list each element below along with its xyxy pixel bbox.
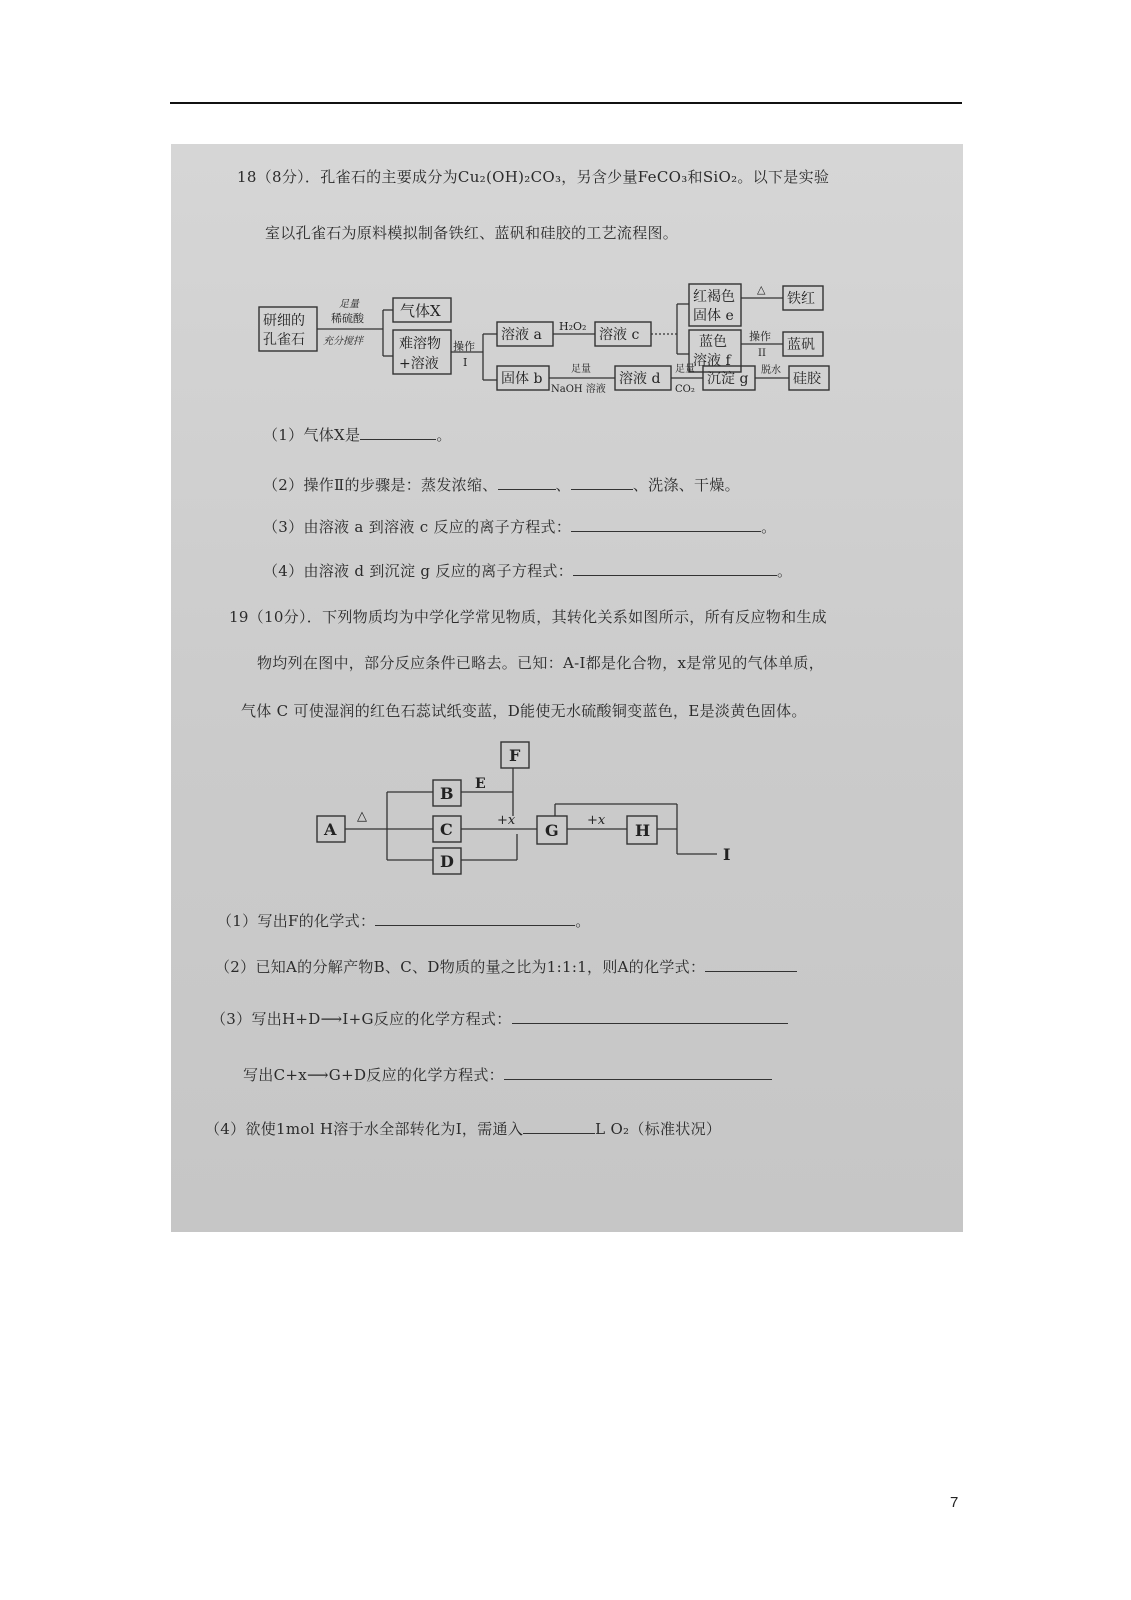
red-solid-2: 固体 e <box>693 308 734 324</box>
q19-sub4-end: L O₂（标准状况） <box>595 1120 722 1138</box>
header-rule <box>170 102 962 104</box>
node-i: I <box>723 845 731 864</box>
answer-blank <box>504 1065 772 1080</box>
q19-stem-line2: 物均列在图中，部分反应条件已略去。已知：A-I都是化合物，x是常见的气体单质， <box>257 654 824 672</box>
answer-blank <box>523 1119 595 1134</box>
q19-sub1 <box>217 910 591 931</box>
insoluble-1: 难溶物 <box>399 336 441 352</box>
naoh-2: NaOH 溶液 <box>551 384 606 395</box>
label-e: E <box>475 776 486 792</box>
q19-sub1-end: 。 <box>575 912 591 930</box>
q18-sub3-text: （3）由溶液 a 到溶液 c 反应的离子方程式： <box>263 518 572 536</box>
node-c: C <box>440 820 453 839</box>
node-d: D <box>440 852 454 871</box>
answer-blank <box>360 425 436 440</box>
q19-sub3b <box>243 1064 772 1085</box>
q19-stem-line1: 19（10分）．下列物质均为中学化学常见物质，其转化关系如图所示，所有反应物和生成 <box>229 608 827 626</box>
solution-c-label: 溶液 c <box>599 327 640 343</box>
q18-stem-line1: 18（8分）．孔雀石的主要成分为Cu₂(OH)₂CO₃，另含少量FeCO₃和SiO₂。以下是实验 <box>237 168 830 186</box>
co2-1: 足量 <box>675 364 695 375</box>
heat-symbol: △ <box>357 809 367 824</box>
answer-blank <box>375 911 575 926</box>
answer-blank <box>512 1009 788 1024</box>
precipitate-g-label: 沉淀 g <box>707 371 749 387</box>
co2-2: CO₂ <box>675 384 695 395</box>
q19-sub3b-text: 写出C+x⟶G+D反应的化学方程式： <box>243 1066 504 1084</box>
iron-red-label: 铁红 <box>787 291 815 307</box>
q18-flowchart <box>171 144 963 404</box>
answer-blank <box>573 561 777 576</box>
q19-sub2-text: （2）已知A的分解产物B、C、D物质的量之比为1:1:1，则A的化学式： <box>215 958 706 976</box>
q18-sub4-end: 。 <box>777 562 793 580</box>
dehydrate-label: 脱水 <box>761 365 781 376</box>
op1-1: 操作 <box>453 340 475 353</box>
naoh-1: 足量 <box>571 364 591 375</box>
q19-sub3 <box>211 1008 788 1029</box>
gas-x-label: 气体X <box>400 302 441 320</box>
answer-blank <box>705 957 797 972</box>
red-solid-1: 红褐色 <box>693 289 735 305</box>
op2-1: 操作 <box>749 330 771 343</box>
node-h: H <box>635 821 651 840</box>
q19-sub4-text: （4）欲使1mol H溶于水全部转化为I，需通入 <box>205 1120 524 1138</box>
q18-sub3 <box>263 516 776 537</box>
q19-sub2 <box>215 956 797 977</box>
q19-stem-line3: 气体 C 可使湿润的红色石蕊试纸变蓝，D能使无水硫酸铜变蓝色，E是淡黄色固体。 <box>241 702 807 720</box>
silica-gel-label: 硅胶 <box>793 371 821 387</box>
node-b: B <box>440 784 454 803</box>
q18-sub4-text: （4）由溶液 d 到沉淀 g 反应的离子方程式： <box>263 562 574 580</box>
q19-diagram <box>171 724 963 904</box>
start-label-2: 孔雀石 <box>263 332 305 348</box>
solid-b-label: 固体 b <box>501 371 543 387</box>
solution-d-label: 溶液 d <box>619 371 661 387</box>
exam-photo <box>171 144 963 1232</box>
node-g: G <box>545 821 559 840</box>
q19-sub3-text: （3）写出H+D⟶I+G反应的化学方程式： <box>211 1010 512 1028</box>
node-f: F <box>509 746 521 765</box>
op2-2: II <box>758 348 766 359</box>
page-number: 7 <box>950 1494 959 1511</box>
solution-a-label: 溶液 a <box>501 327 542 343</box>
cond1-2: 稀硫酸 <box>331 312 364 325</box>
q18-sub2-text: （2）操作Ⅱ的步骤是：蒸发浓缩、 <box>263 476 498 494</box>
q18-sub3-end: 。 <box>761 518 777 536</box>
q18-sub2-mid: 、 <box>555 476 571 494</box>
q18-sub4 <box>263 560 792 581</box>
answer-blank <box>571 517 761 532</box>
node-a: A <box>324 820 337 839</box>
start-label-1: 研细的 <box>263 313 305 329</box>
answer-blank <box>571 475 633 490</box>
q19-sub1-text: （1）写出F的化学式： <box>217 912 376 930</box>
insoluble-2: +溶液 <box>399 356 439 372</box>
q18-sub1-text: （1）气体X是 <box>263 426 361 444</box>
blue-sol-1: 蓝色 <box>699 334 727 350</box>
blue-sol-2: 溶液 f <box>693 353 731 369</box>
op1-2: I <box>463 356 468 369</box>
q18-sub2-end: 、洗涤、干燥。 <box>632 476 740 494</box>
q18-sub1-end: 。 <box>436 426 452 444</box>
q19-sub4 <box>205 1118 721 1139</box>
q18-sub2 <box>263 474 740 495</box>
plus-x-1: +x <box>497 813 516 828</box>
heat-label: △ <box>757 283 766 296</box>
q18-stem-line2: 室以孔雀石为原料模拟制备铁红、蓝矾和硅胶的工艺流程图。 <box>265 224 679 242</box>
cond1-3: 充分搅拌 <box>323 336 363 347</box>
answer-blank <box>498 475 556 490</box>
cond1-1: 足量 <box>339 299 359 310</box>
plus-x-2: +x <box>587 813 606 828</box>
blue-vitriol-label: 蓝矾 <box>787 337 815 353</box>
h2o2-label: H₂O₂ <box>559 320 587 333</box>
q18-sub1 <box>263 424 452 445</box>
